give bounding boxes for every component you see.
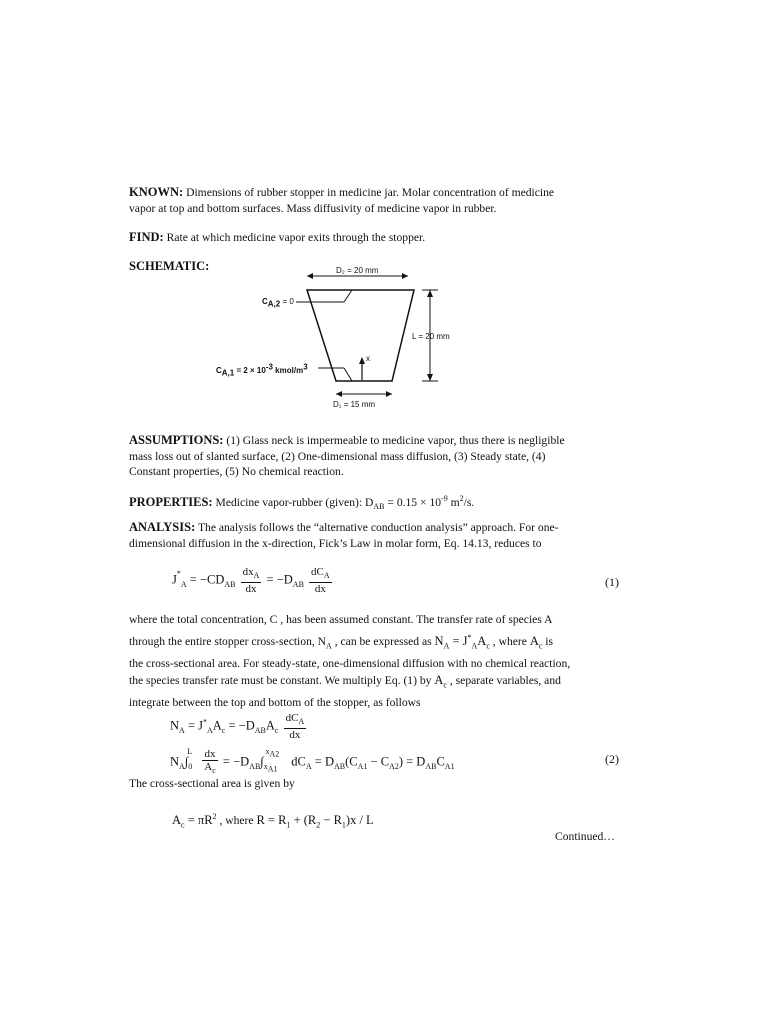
assumptions-paragraph: [129, 433, 624, 480]
analysis-line1: The analysis follows the “alternative conduction analysis” approach. For one-: [197, 521, 559, 534]
label-d2: D₂ = 20 mm: [336, 266, 379, 275]
equation-2a: $N_A = J^*_AA_c = -D_{AB}A_c$ $\frac{dC_A}{dx}$: [170, 712, 305, 742]
properties-unit-exp: 2: [459, 494, 464, 503]
label-d1: D₁ = 15 mm: [333, 400, 376, 409]
body-line2a: through the entire stopper cross-section, N: [129, 634, 327, 648]
ca1-unit-exponent: 3: [303, 362, 308, 371]
properties-paragraph: [129, 491, 624, 515]
analysis-heading: ANALYSIS:: [129, 520, 196, 534]
ca1-exponent: -3: [265, 362, 273, 371]
ca1-value: = 2 × 10: [234, 365, 266, 375]
area-where: , where: [216, 814, 257, 828]
body-line4b: , separate variables, and: [446, 674, 561, 688]
known-paragraph: [129, 185, 624, 216]
label-x: x: [366, 354, 370, 363]
eq1-frac1-den: dx: [245, 583, 257, 596]
properties-unit: m: [447, 495, 460, 509]
body-line3: the cross-sectional area. For steady-state, one-dimensional diffusion with no chemical reaction,: [129, 656, 571, 670]
properties-heading: PROPERTIES:: [129, 494, 213, 509]
eq1-flux: J: [172, 572, 177, 587]
schematic-heading: SCHEMATIC:: [129, 259, 210, 273]
properties-sub: AB: [373, 502, 385, 512]
continued-label: Continued…: [555, 830, 615, 843]
eq1-rhs1: = −CD: [186, 572, 225, 587]
properties-exp: -9: [441, 494, 448, 503]
assumptions-line3: Constant properties, (5) No chemical reaction.: [129, 465, 344, 478]
eq1-frac1-num: dx: [242, 566, 254, 578]
ca1-symbol: C: [216, 365, 222, 375]
body-line1: where the total concentration, C , has been assumed constant. The transfer rate of species A: [129, 613, 553, 626]
analysis-line2: dimensional diffusion in the x-direction, Fick’s Law in molar form, Eq. 14.13, reduces to: [129, 536, 542, 550]
body-line2c: , where: [489, 634, 530, 648]
properties-unit-tail: /s.: [463, 495, 475, 509]
assumptions-line2: mass loss out of slanted surface, (2) One-dimensional mass diffusion, (3) Steady state, (4): [129, 449, 546, 463]
eq1-rhs2: = −D: [266, 572, 293, 587]
label-ca2: [262, 297, 294, 309]
body-line5: integrate between the top and bottom of the stopper, as follows: [129, 696, 421, 710]
ca2-symbol: C: [262, 297, 268, 306]
body-paragraph: where the total concentration, C , has been assumed constant. The transfer rate of species A through the entire stopper cross-section, $N_A$ , can be expressed as $N_A = J^*_AA_c$ , where $A_c$ is the cross-sectional area. For steady-state, one-dimensional diffusion with no chemical reaction, the species transfer rate must be constant. We multiply Eq. (1) by $A_c$ , separate variables, and integrate between the top and bottom of the stopper, as follows: [129, 613, 571, 710]
area-intro: The cross-sectional area is given by: [129, 777, 295, 790]
body-line4a: the species transfer rate must be constant. We multiply Eq. (1) by: [129, 674, 435, 688]
ca2-subscript: A,2: [267, 299, 281, 309]
eq2b-fraction: $\frac{dx}{A_c}$: [204, 748, 216, 776]
eq1-frac2-den: dx: [314, 583, 326, 596]
stopper-schematic: [210, 262, 470, 422]
find-paragraph: [129, 230, 624, 246]
label-ca1: [216, 362, 308, 377]
known-heading: KNOWN:: [129, 185, 184, 199]
ca1-subscript: A,1: [221, 368, 235, 378]
known-line2: vapor at top and bottom surfaces. Mass diffusivity of medicine vapor in rubber.: [129, 201, 497, 215]
label-length: L = 20 mm: [412, 332, 450, 341]
body-line2d: is: [542, 634, 554, 648]
eq1-frac2-num: dC: [311, 566, 324, 578]
find-heading: FIND:: [129, 230, 164, 244]
properties-text: Medicine vapor-rubber (given): D: [215, 495, 374, 509]
body-line2b: , can be expressed as: [331, 634, 435, 648]
equation-1: $J^*_A = -CD_{AB}$ $\frac{dx_A}{dx}$ = $-D_{AB}$ $\frac{dC_A}{dx}$: [172, 566, 330, 596]
properties-value: = 0.15 × 10: [384, 495, 442, 509]
assumptions-line1: (1) Glass neck is impermeable to medicine vapor, thus there is negligible: [226, 434, 565, 447]
known-line1: Dimensions of rubber stopper in medicine jar. Molar concentration of medicine: [186, 186, 555, 199]
ca2-value: = 0: [280, 297, 294, 306]
eq1-fraction-1: $\frac{dx_A}{dx}$: [242, 566, 260, 596]
equation-1-number: (1): [605, 575, 619, 589]
analysis-paragraph: [129, 520, 624, 551]
equation-2-number: (2): [605, 752, 619, 766]
assumptions-heading: ASSUMPTIONS:: [129, 433, 224, 447]
equation-2b: $N_A\int_0^L$ $\frac{dx}{A_c}$ = $-D_{AB}\int_{x_{A1}}^{x_{A2}}dC_A = D_{AB}(C_{A1} - C_{A2}) = D_{AB}C_{A1}$: [170, 747, 455, 776]
find-text: Rate at which medicine vapor exits through the stopper.: [166, 231, 426, 244]
eq2a-fraction: $\frac{dC_A}{dx}$: [285, 712, 305, 742]
area-equation: $A_c = \pi R^2$ , where $R = R_1 + (R_2 - R_1)x / L$: [172, 812, 374, 830]
ca1-unit: kmol/m: [272, 365, 304, 375]
eq1-fraction-2: $\frac{dC_A}{dx}$: [311, 566, 330, 596]
